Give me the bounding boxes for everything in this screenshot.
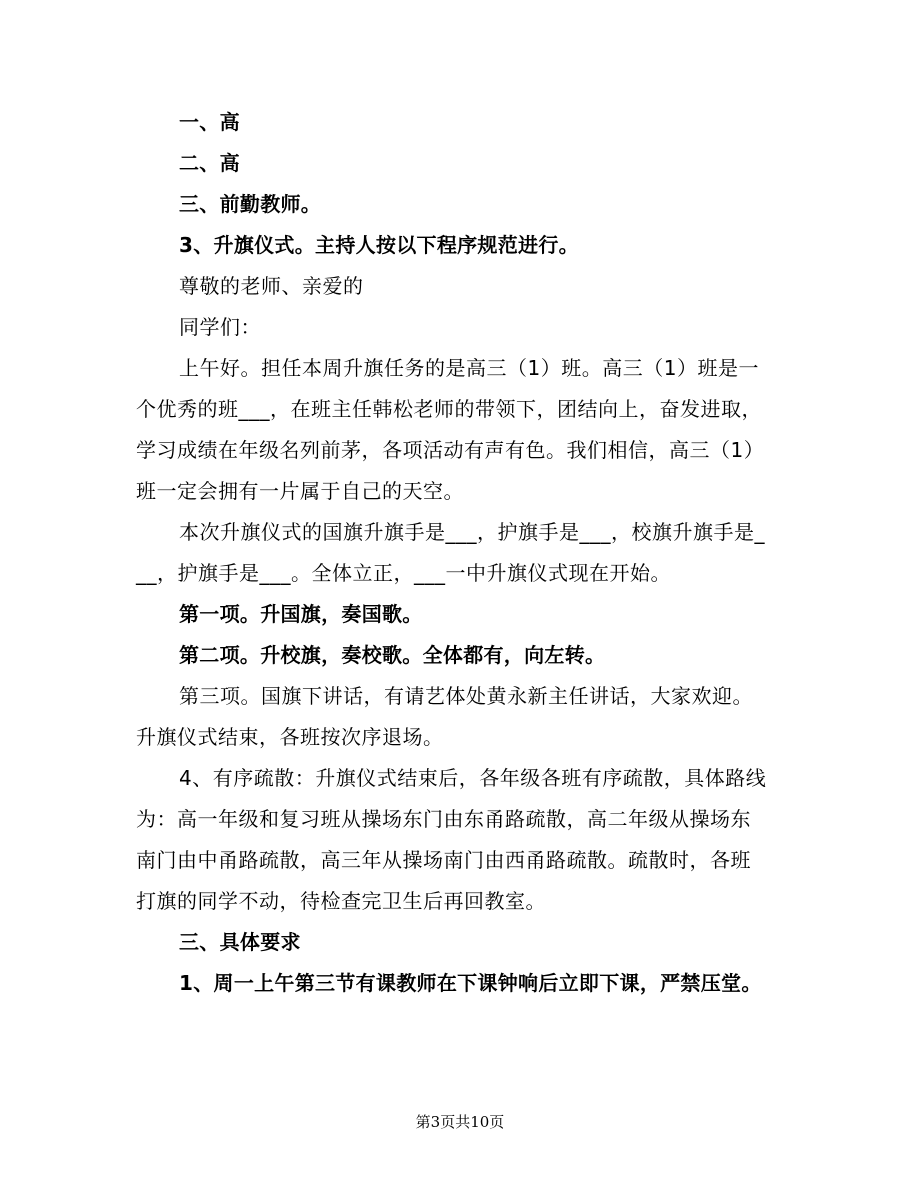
text-line: 三、具体要求 bbox=[179, 930, 301, 954]
text-line: 学习成绩在年级名列前茅，各项活动有声有色。我们相信，高三（1） bbox=[136, 438, 765, 462]
text-line: 二、高 bbox=[179, 151, 240, 175]
text-line: __，护旗手是___。全体立正，___一中升旗仪式现在开始。 bbox=[136, 561, 671, 585]
text-line: 4、有序疏散：升旗仪式结束后，各年级各班有序疏散，具体路线 bbox=[179, 766, 767, 790]
text-line: 三、前勤教师。 bbox=[179, 192, 322, 216]
page-footer: 第3页共10页 bbox=[415, 1113, 505, 1131]
text-line: 尊敬的老师、亲爱的 bbox=[179, 274, 364, 298]
text-line: 上午好。担任本周升旗任务的是高三（1）班。高三（1）班是一 bbox=[179, 356, 759, 380]
text-line: 南门由中甬路疏散，高三年从操场南门由西甬路疏散。疏散时，各班 bbox=[136, 848, 751, 872]
text-line: 打旗的同学不动，待检查完卫生后再回教室。 bbox=[136, 889, 546, 913]
text-line: 1、周一上午第三节有课教师在下课钟响后立即下课，严禁压堂。 bbox=[179, 971, 762, 995]
text-line: 班一定会拥有一片属于自己的天空。 bbox=[136, 479, 464, 503]
text-line: 第二项。升校旗，奏校歌。全体都有，向左转。 bbox=[179, 643, 606, 667]
text-line: 3、升旗仪式。主持人按以下程序规范进行。 bbox=[179, 233, 579, 257]
document-body bbox=[136, 102, 786, 1004]
text-line: 个优秀的班___，在班主任韩松老师的带领下，团结向上，奋发进取， bbox=[136, 397, 762, 421]
text-line: 第一项。升国旗，奏国歌。 bbox=[179, 602, 423, 626]
text-line: 本次升旗仪式的国旗升旗手是___，护旗手是___，校旗升旗手是_ bbox=[179, 520, 765, 544]
text-line: 第三项。国旗下讲话，有请艺体处黄永新主任讲话，大家欢迎。 bbox=[179, 684, 753, 708]
text-line: 升旗仪式结束，各班按次序退场。 bbox=[136, 725, 444, 749]
text-line: 一、高 bbox=[179, 110, 240, 134]
text-line: 为：高一年级和复习班从操场东门由东甬路疏散，高二年级从操场东 bbox=[136, 807, 751, 831]
text-line: 同学们： bbox=[179, 315, 261, 339]
